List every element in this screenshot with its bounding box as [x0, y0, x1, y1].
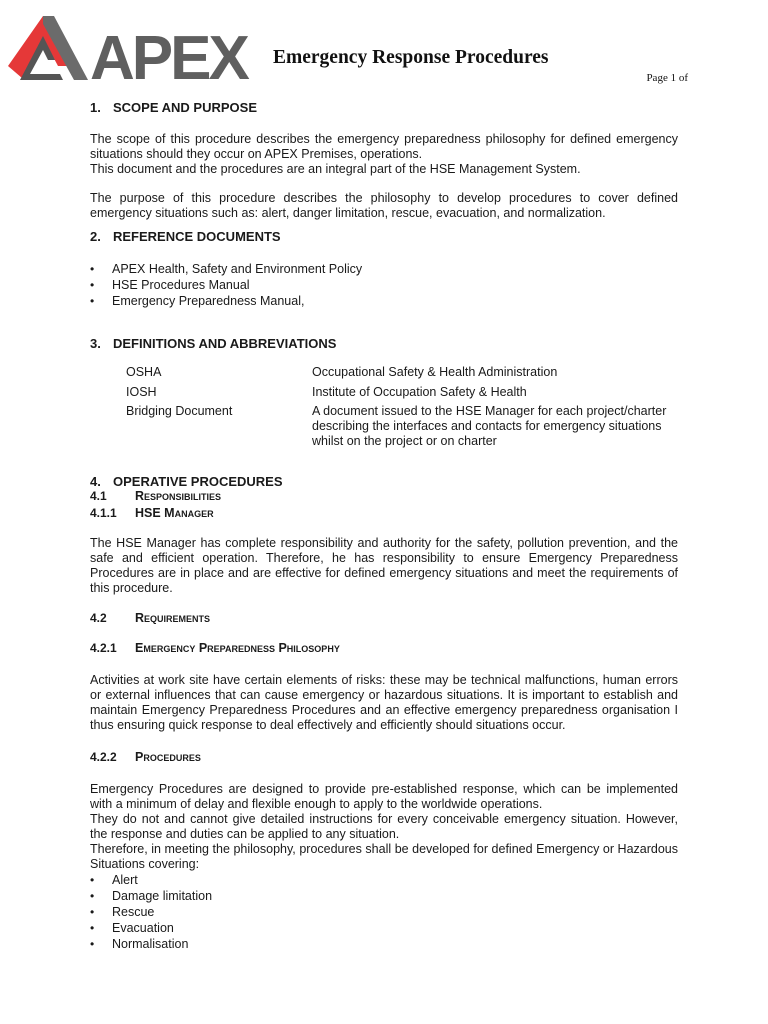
document-header: [0, 0, 768, 95]
list-item: • APEX Health, Safety and Environment Policy: [90, 261, 678, 277]
logo-wordmark: APEX: [90, 24, 247, 84]
table-row: OSHA Occupational Safety & Health Administration: [126, 365, 558, 379]
page-label: Page: [646, 72, 668, 84]
section-3-heading: 3. DEFINITIONS AND ABBREVIATIONS: [90, 336, 337, 351]
document-body: [90, 98, 678, 952]
scope-paragraph: The scope of this procedure describes the emergency preparedness philosophy for defined emergency situations should they occur on APEX Premises, operations.: [90, 132, 678, 161]
procedures-paragraph-2: They do not and cannot give detailed instructions for every conceivable emergency situation. However, the response and duties can be applied to any situation.: [90, 812, 678, 841]
table-row: Bridging Document A document issued to the HSE Manager for each project/charter describing the interfaces and contacts for emergency situations whilst on the project or on charter: [126, 404, 667, 448]
section-1-heading: 1. SCOPE AND PURPOSE: [90, 100, 257, 115]
scope-paragraph-2: This document and the procedures are an integral part of the HSE Management System.: [90, 162, 581, 176]
section-4-2-2-heading: 4.2.2 Procedures: [90, 750, 201, 764]
section-4-1-1-heading: 4.1.1 HSE Manager: [90, 506, 214, 520]
list-item: • HSE Procedures Manual: [90, 277, 678, 293]
apex-logo: [8, 14, 253, 84]
section-2-heading: 2. REFERENCE DOCUMENTS: [90, 229, 281, 244]
section-4-1-heading: 4.1 Responsibilities: [90, 489, 222, 503]
philosophy-paragraph: Activities at work site have certain elements of risks: these may be technical malfunctions, human errors or external influences that can cause emergency or hazardous situations. It is important to establish and maintain Emergency Preparedness Procedures and an effective emergency preparedness organisation I thus ensuring quick response to deal effectively and efficiently should situations occur.: [90, 673, 678, 732]
list-item: • Damage limitation: [90, 888, 678, 904]
definitions-table: [126, 365, 678, 449]
document-title: Emergency Response Procedures: [273, 47, 549, 68]
purpose-paragraph: The purpose of this procedure describes the philosophy to develop procedures to cover defined emergency situations such as: alert, danger limitation, rescue, evacuation, and normalization.: [90, 191, 678, 220]
hse-manager-paragraph: The HSE Manager has complete responsibility and authority for the safety, pollution prevention, and the safe and efficient operation. Therefore, he has responsibility to ensure Emergency Preparedness Procedures are in place and are effective for defined emergency situations and meet the requirements of this procedure.: [90, 536, 678, 595]
list-item: • Alert: [90, 872, 678, 888]
list-item: • Evacuation: [90, 920, 678, 936]
page-of-label: of: [678, 72, 688, 84]
section-4-heading: 4. OPERATIVE PROCEDURES: [90, 474, 283, 489]
reference-list: [90, 261, 678, 309]
list-item: • Rescue: [90, 904, 678, 920]
section-4-2-1-heading: 4.2.1 Emergency Preparedness Philosophy: [90, 641, 340, 655]
list-item: • Emergency Preparedness Manual,: [90, 293, 678, 309]
procedures-paragraph: Emergency Procedures are designed to provide pre-established response, which can be implemented with a minimum of delay and flexible enough to apply to the worldwide operations.: [90, 782, 678, 811]
table-row: IOSH Institute of Occupation Safety & Health: [126, 385, 527, 399]
situations-list: [90, 872, 678, 952]
section-4-2-heading: 4.2 Requirements: [90, 611, 211, 625]
page-number: [646, 72, 688, 84]
list-item: • Normalisation: [90, 936, 678, 952]
page-number-value: 1: [670, 72, 677, 84]
procedures-paragraph-3: Therefore, in meeting the philosophy, procedures shall be developed for defined Emergency or Hazardous Situations covering:: [90, 842, 678, 871]
